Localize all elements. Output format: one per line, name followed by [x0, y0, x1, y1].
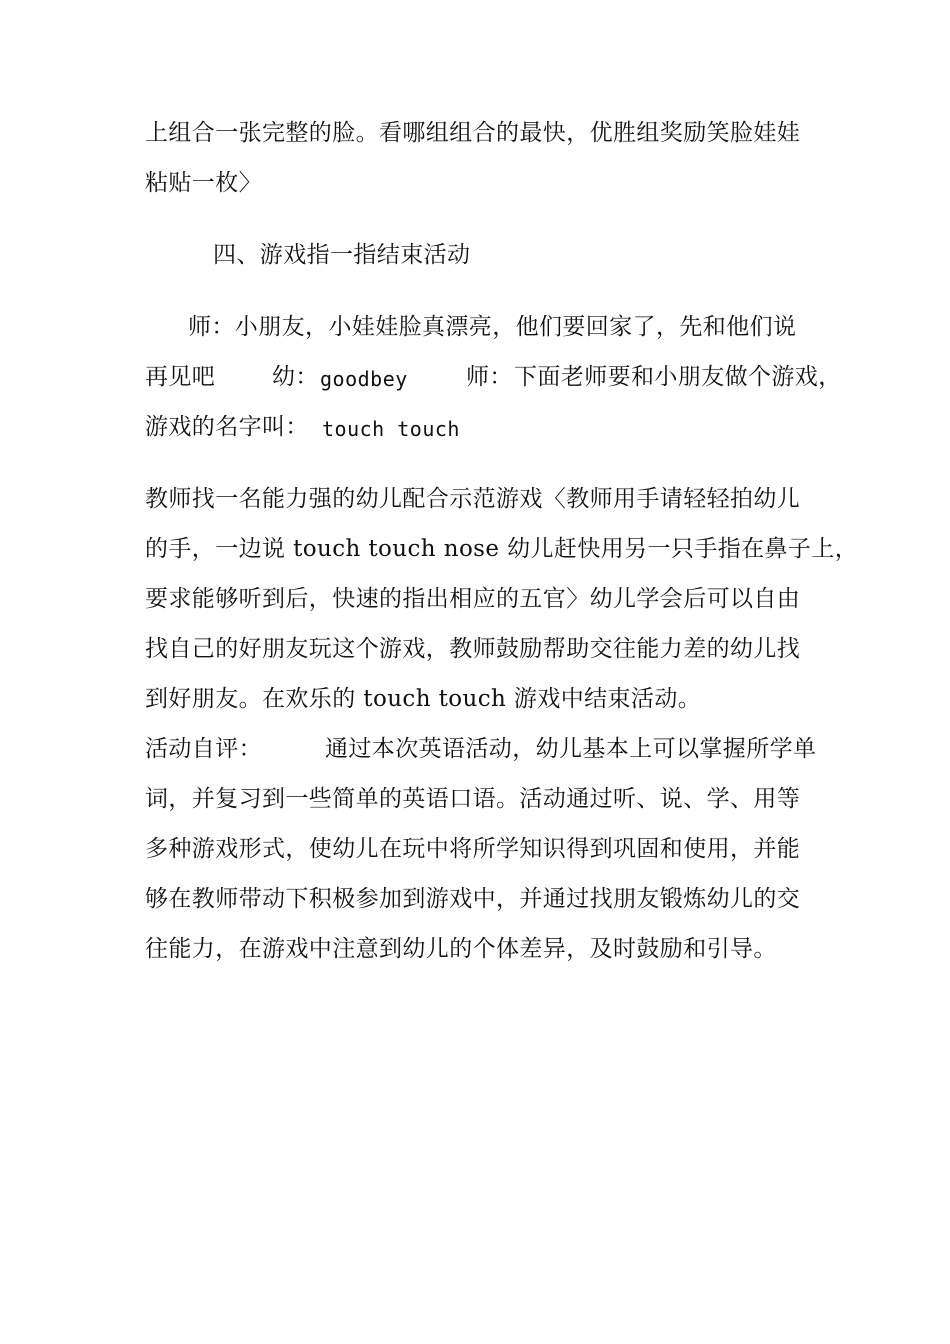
evaluation-line-4: 够在教师带动下积极参加到游戏中，并通过找朋友锻炼幼儿的交 [145, 886, 801, 912]
evaluation-label: 活动自评： [145, 736, 262, 762]
dialogue-line-1: 师：小朋友，小娃娃脸真漂亮，他们要回家了，先和他们说 [188, 314, 797, 340]
paragraph-2-line-5: 到好朋友。在欢乐的 touch touch 游戏中结束活动。 [145, 686, 702, 712]
evaluation-line-3: 多种游戏形式，使幼儿在玩中将所学知识得到巩固和使用，并能 [145, 836, 801, 862]
child-reply: goodbey [320, 367, 408, 391]
paragraph-2-line-3: 要求能够听到后，快速的指出相应的五官〉幼儿学会后可以自由 [145, 586, 801, 612]
section-heading: 四、游戏指一指结束活动 [213, 242, 471, 268]
evaluation-line-2: 词，并复习到一些简单的英语口语。活动通过听、说、学、用等 [145, 786, 801, 812]
evaluation-line-5: 往能力，在游戏中注意到幼儿的个体差异，及时鼓励和引导。 [145, 936, 777, 962]
dialogue-line-3-text: 游戏的名字叫： [145, 414, 309, 440]
evaluation-first-line: 通过本次英语活动，幼儿基本上可以掌握所学单 [325, 736, 817, 762]
game-name: touch touch [322, 417, 460, 441]
dialogue-line-2-text: 再见吧 [145, 364, 216, 390]
teacher-label: 师： [466, 364, 513, 390]
paragraph-2-line-2: 的手，一边说 touch touch nose 幼儿赶快用另一只手指在鼻子上， [145, 536, 859, 562]
child-label: 幼： [272, 364, 319, 390]
paragraph-1-line-1: 上组合一张完整的脸。看哪组组合的最快，优胜组奖励笑脸娃娃 [145, 120, 801, 146]
paragraph-2-line-1: 教师找一名能力强的幼儿配合示范游戏〈教师用手请轻轻拍幼儿 [145, 486, 801, 512]
teacher-text: 下面老师要和小朋友做个游戏， [514, 364, 842, 390]
paragraph-1-line-2: 粘贴一枚〉 [145, 170, 262, 196]
paragraph-2-line-4: 找自己的好朋友玩这个游戏，教师鼓励帮助交往能力差的幼儿找 [145, 636, 801, 662]
